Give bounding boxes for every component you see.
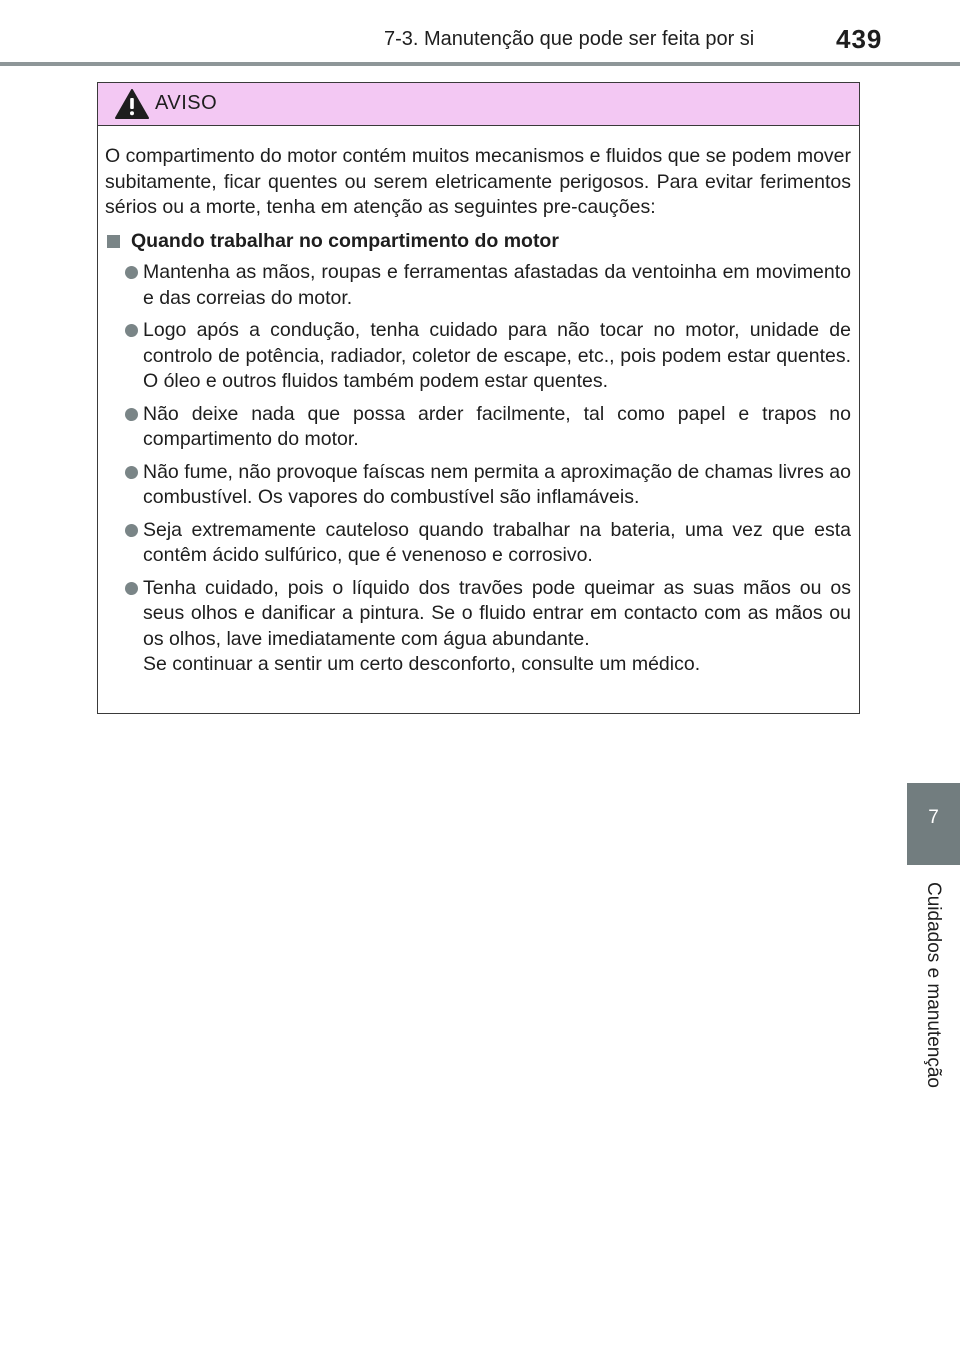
list-item-text: Seja extremamente cauteloso quando trabalhar na bateria, uma vez que esta contêm ácido sulfúrico, que é venenoso e corrosivo. [143,518,851,566]
round-bullet-icon [125,582,138,595]
section-heading [105,229,851,255]
warning-label: AVISO [155,92,218,114]
warning-body [98,126,859,678]
list-item [105,518,851,569]
list-item [105,576,851,678]
list-item-text: Logo após a condução, tenha cuidado para não tocar no motor, unidade de controlo de potência, radiador, coletor de escape, etc., pois podem estar quentes. O óleo e outros fluidos também podem estar quentes. [143,319,851,392]
square-bullet-icon [107,235,120,248]
round-bullet-icon [125,466,138,479]
list-item [105,460,851,511]
list-item-text: Tenha cuidado, pois o líquido dos travões pode queimar as suas mãos ou os seus olhos e danificar a pintura. Se o fluido entrar em contacto com as mãos ou os olhos, lave imediatamente com água abundante. [143,576,851,650]
page-number: 439 [836,24,883,54]
warning-box [97,82,860,714]
section-heading-text: Quando trabalhar no compartimento do motor [131,229,559,252]
list-item [105,260,851,311]
list-item-text: Não deixe nada que possa arder facilmente, tal como papel e trapos no compartimento do motor. [143,402,851,450]
warning-triangle-icon [115,89,149,119]
round-bullet-icon [125,408,138,421]
warning-intro: O compartimento do motor contém muitos mecanismos e fluidos que se podem mover subitamente, ficar quentes ou serem eletricamente perigosos. Para evitar ferimentos sérios ou a morte, tenha em atenção as seguintes pre-cauções: [105,145,851,218]
chapter-tab [907,783,960,865]
chapter-number: 7 [928,807,939,828]
list-item-text-continued: Se continuar a sentir um certo desconforto, consulte um médico. [143,653,701,675]
warning-header [98,83,859,126]
round-bullet-icon [125,324,138,337]
round-bullet-icon [125,266,138,279]
list-item [105,402,851,453]
header-divider [0,62,960,66]
round-bullet-icon [125,524,138,537]
list-item-text: Não fume, não provoque faíscas nem permita a aproximação de chamas livres ao combustível. Os vapores do combustível são inflamáveis. [143,460,851,508]
list-item-text: Mantenha as mãos, roupas e ferramentas afastadas da ventoinha em movimento e das correias do motor. [143,261,851,309]
chapter-label: Cuidados e manutenção [923,882,944,1088]
list-item [105,318,851,395]
page-header-title: 7-3. Manutenção que pode ser feita por si [384,28,755,50]
